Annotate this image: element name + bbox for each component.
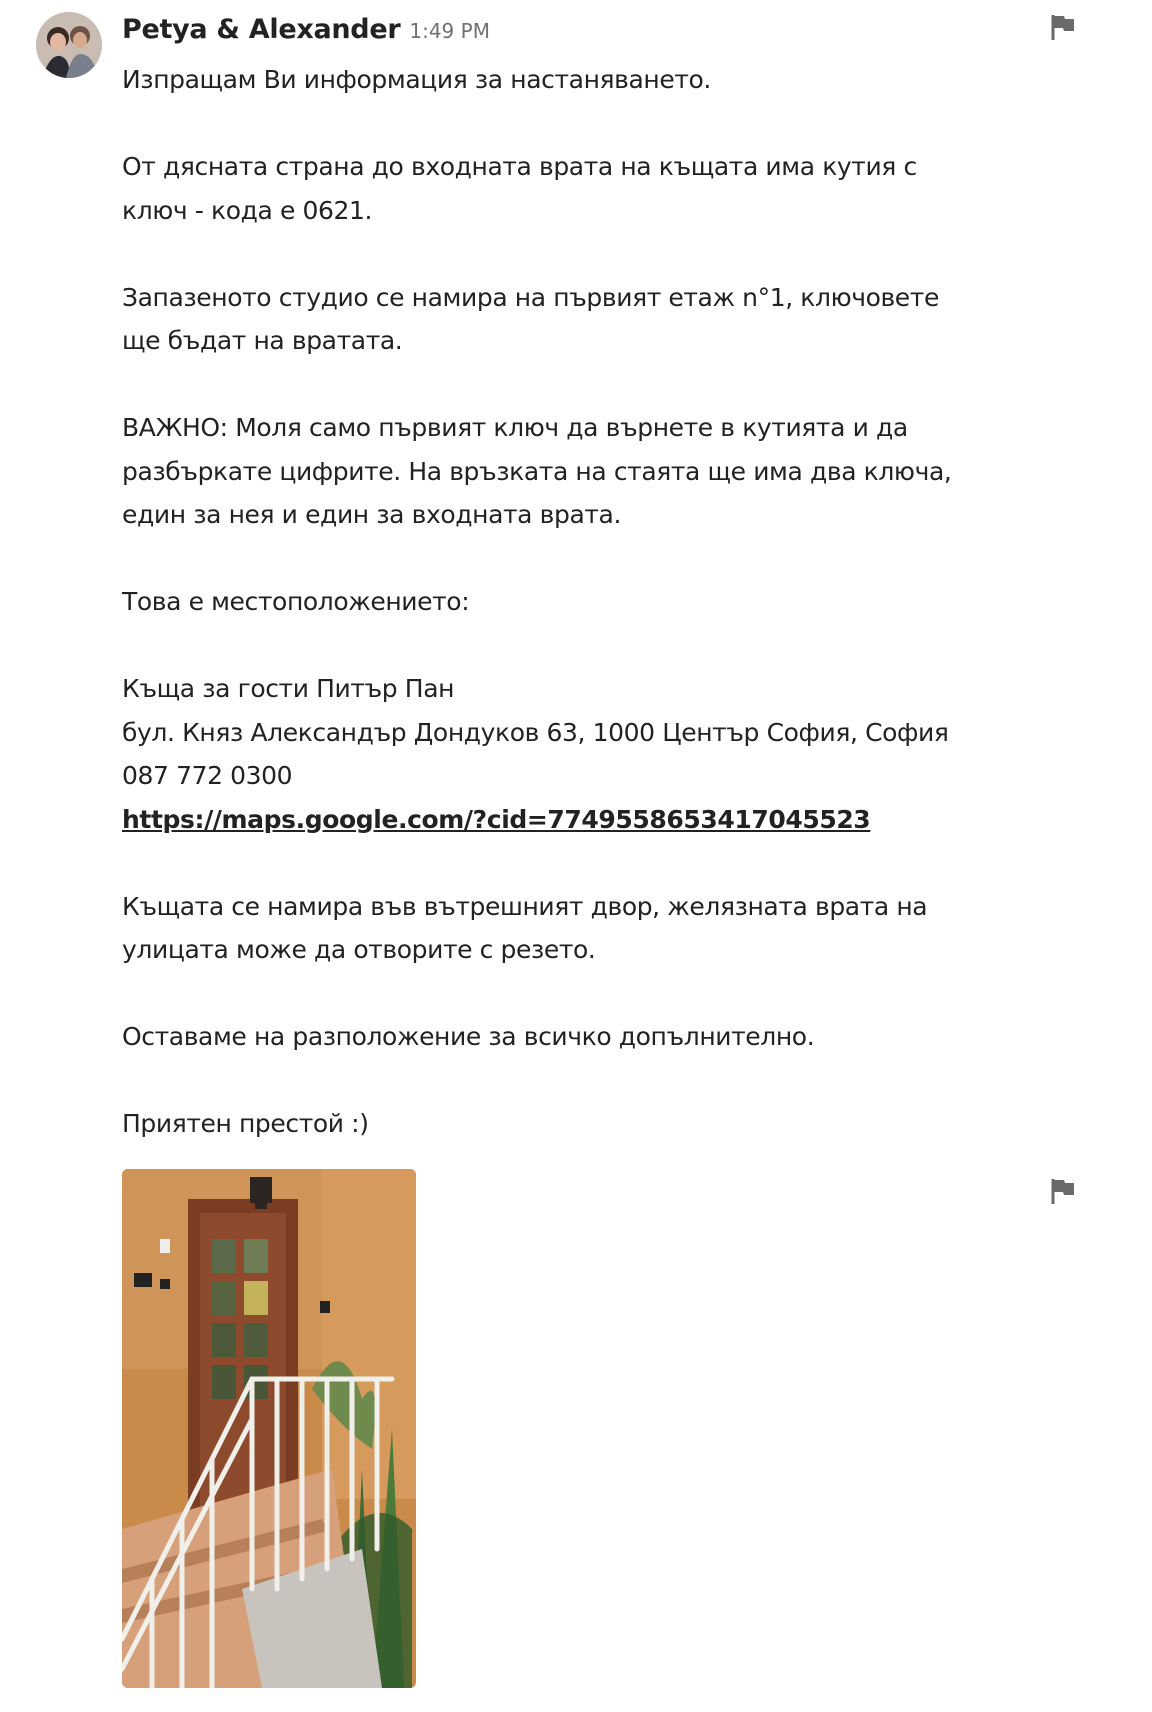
report-message-flag-icon[interactable]: [1048, 12, 1078, 42]
message-text-line: ще бъдат на вратата.: [122, 326, 403, 355]
message-text-line: Това е местоположението:: [122, 587, 470, 616]
message-text-line: От дясната страна до входната врата на къщата има кутия с: [122, 152, 917, 181]
message-text-line: Приятен престой :): [122, 1109, 369, 1138]
message-header: [122, 14, 490, 50]
message-timestamp: 1:49 PM: [409, 19, 490, 43]
report-image-flag-icon[interactable]: [1048, 1176, 1078, 1206]
message-text-line: Запазеното студио се намира на първият етаж n°1, ключовете: [122, 282, 939, 312]
place-phone: 087 772 0300: [122, 761, 293, 790]
message-body: [122, 58, 1022, 1146]
message-text-line: Изпращам Ви информация за настаняването.: [122, 65, 711, 94]
message-text-line: Оставаме на разположение за всичко допълнително.: [122, 1022, 815, 1051]
place-address: бул. Княз Александър Дондуков 63, 1000 Център София, София: [122, 717, 949, 747]
message-text-line: ключ - кода е 0621.: [122, 195, 373, 225]
message-text-line: ВАЖНО: Моля само първият ключ да върнете в кутията и да: [122, 413, 908, 442]
place-name: Къща за гости Питър Пан: [122, 674, 455, 703]
host-avatar[interactable]: [36, 12, 102, 78]
message-text-line: разбъркате цифрите. На връзката на стаята ще има два ключа,: [122, 456, 952, 486]
message-text-line: улицата може да отворите с резето.: [122, 935, 596, 964]
avatar-photo: [36, 12, 102, 78]
message-text-line: Къщата се намира във вътрешният двор, желязната врата на: [122, 891, 928, 921]
google-maps-link[interactable]: https://maps.google.com/?cid=7749558653417045523: [122, 804, 871, 834]
sender-name[interactable]: Petya & Alexander: [122, 14, 401, 45]
house-entrance-photo[interactable]: [122, 1169, 416, 1688]
message-text-line: един за нея и един за входната врата.: [122, 500, 621, 529]
